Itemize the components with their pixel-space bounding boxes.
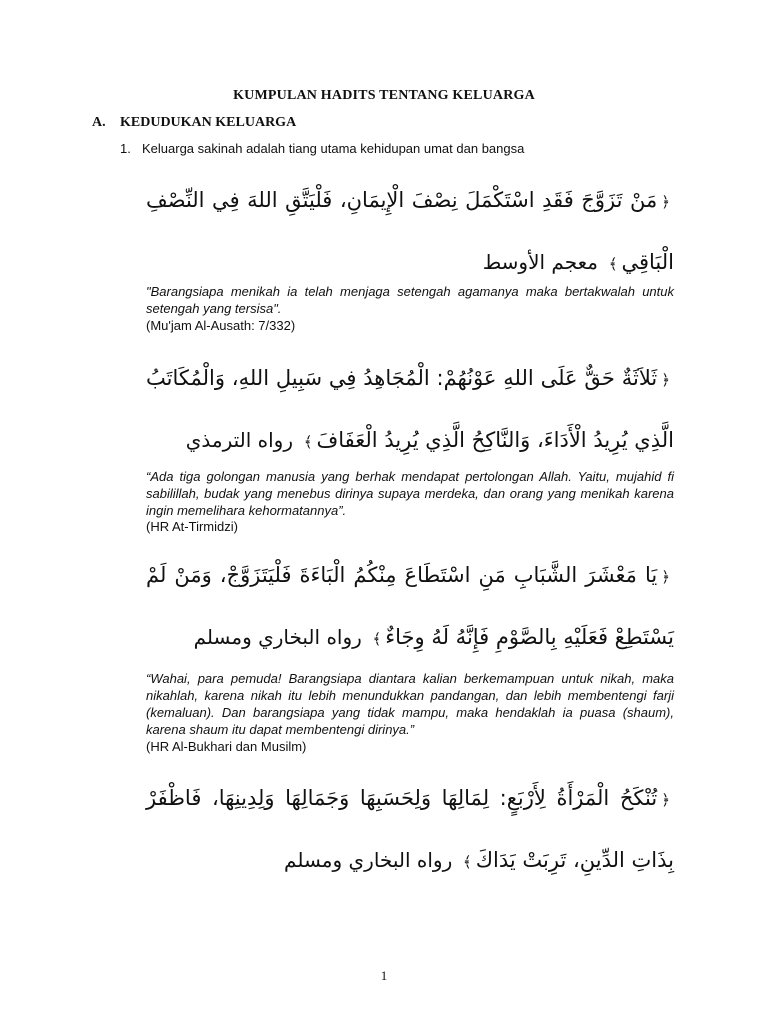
ornament-close-icon: ﴾ (462, 853, 472, 871)
ornament-open-icon: ﴿ (661, 193, 670, 211)
ornament-close-icon: ﴾ (372, 630, 382, 648)
ornament-close-icon: ﴾ (303, 433, 313, 451)
hadith-2-arabic (146, 348, 674, 472)
hadith-3-reference: (HR Al-Bukhari dan Musilm) (146, 739, 307, 754)
hadith-1-translation: "Barangsiapa menikah ia telah menjaga setengah agamanya maka bertakwalah untuk setengah yang tersisa". (146, 284, 674, 316)
ornament-open-icon: ﴿ (661, 791, 670, 809)
section-letter: A. (92, 115, 106, 130)
hadith-2-reference: (HR At-Tirmidzi) (146, 519, 238, 534)
list-item-number: 1. (120, 141, 131, 156)
hadith-arabic-text: مَنْ تَزَوَّجَ فَقَدِ اسْتَكْمَلَ نِصْفَ الْإِيمَانِ، فَلْيَتَّقِ اللهَ فِي النِّصْفِ الْبَاقِي (146, 188, 674, 274)
hadith-arabic-text: يَا مَعْشَرَ الشَّبَابِ مَنِ اسْتَطَاعَ مِنْكُمُ الْبَاءَةَ فَلْيَتَزَوَّجْ، وَمَنْ لَمْ يَسْتَطِعْ فَعَلَيْهِ بِالصَّوْمِ فَإِنَّهُ لَهُ وِجَاءٌ (146, 563, 674, 649)
hadith-source: رواه البخاري ومسلم (193, 625, 362, 649)
hadith-source: رواه البخاري ومسلم (284, 848, 453, 872)
document-title: KUMPULAN HADITS TENTANG KELUARGA (233, 88, 535, 103)
ornament-open-icon: ﴿ (661, 568, 670, 586)
hadith-arabic-text: تُنْكَحُ الْمَرْأَةُ لِأَرْبَعٍ: لِمَالِهَا وَلِحَسَبِهَا وَجَمَالِهَا وَلِدِينِهَا، فَاظْفَرْ بِذَاتِ الدِّينِ، تَرِبَتْ يَدَاكَ (146, 786, 674, 872)
ornament-open-icon: ﴿ (661, 371, 670, 389)
hadith-arabic-text: ثَلاَثَةٌ حَقٌّ عَلَى اللهِ عَوْنُهُمْ: الْمُجَاهِدُ فِي سَبِيلِ اللهِ، وَالْمُكَاتَبُ الَّذِي يُرِيدُ الْأَدَاءَ، وَالنَّاكِحُ الَّذِي يُرِيدُ الْعَفَافَ (146, 366, 674, 452)
section-title: KEDUDUKAN KELUARGA (120, 115, 297, 130)
list-item-text: Keluarga sakinah adalah tiang utama kehidupan umat dan bangsa (142, 141, 525, 156)
list-item (120, 141, 524, 156)
hadith-3-arabic (146, 545, 674, 669)
section-heading (92, 115, 296, 131)
ornament-close-icon: ﴾ (608, 255, 618, 273)
hadith-3-translation: “Wahai, para pemuda! Barangsiapa diantara kalian berkemampuan untuk nikah, maka nikahlah, karena nikah itu lebih menundukkan pandangan, dan lebih membentengi farji (kemaluan). Dan barangsiapa yang tidak mampu, maka hendaklah ia puasa (shaum), karena shaum itu dapat membentengi dirinya.” (146, 671, 674, 737)
hadith-source: رواه الترمذي (185, 428, 293, 452)
page-number: 1 (380, 968, 388, 983)
hadith-source: معجم الأوسط (482, 250, 598, 274)
hadith-4-arabic (146, 768, 674, 892)
hadith-1-arabic (146, 170, 674, 294)
hadith-2-translation: “Ada tiga golongan manusia yang berhak mendapat pertolongan Allah. Yaitu, mujahid fi sabilillah, budak yang menebus dirinya supaya merdeka, dan orang yang menikah karena ingin memelihara kehormatannya”. (146, 469, 674, 518)
hadith-1-reference: (Mu'jam Al-Ausath: 7/332) (146, 318, 296, 333)
